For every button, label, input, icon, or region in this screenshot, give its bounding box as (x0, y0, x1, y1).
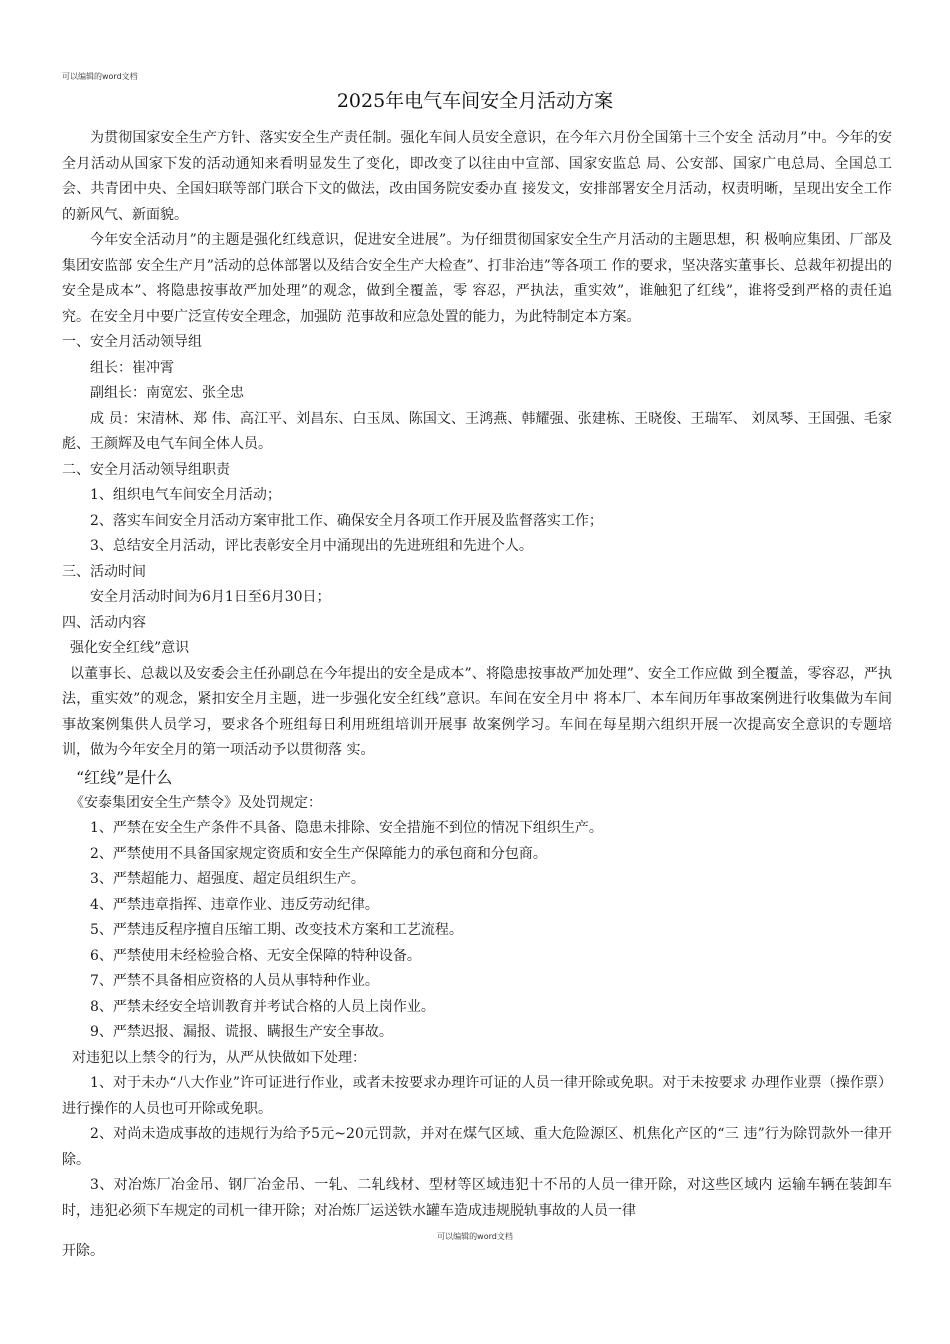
activity-time: 安全月活动时间为6月1日至6月30日； (90, 589, 331, 605)
prohibition-item: 3、严禁超能力、超强度、超定员组织生产。 (90, 871, 365, 887)
prohibition-item: 1、严禁在安全生产条件不具备、隐患未排除、安全措施不到位的情况下组织生产。 (90, 820, 603, 836)
redline-awareness-subheading: 强化安全红线”意识 (70, 640, 190, 656)
prohibition-item: 9、严禁迟报、漏报、谎报、瞒报生产安全事故。 (90, 1024, 393, 1040)
intro-paragraph-2: 今年安全活动月”的主题是强化红线意识，促进安全进展”。为仔细贯彻国家安全生产月活动的主题思想，积 极响应集团、厂部及集团安监部 安全生产月”活动的总体部署以及结合安全生产大检查”、打非治违”等各项工 作的要求，坚决落实董事长、总裁年初提出的安全是成本”、将隐患按事故严加处理”的观念，做到全覆盖，零 容忍，严执法，重实效”，谁触犯了红线”，谁将受到严格的责任追究。在安全月中要广泛宣传安全理念，加强防 范事故和应急处置的能力，为此特制定本方案。 (62, 232, 892, 325)
duty-item-1: 1、组织电气车间安全月活动； (90, 487, 281, 503)
prohibition-item: 6、严禁使用未经检验合格、无安全保障的特种设备。 (90, 947, 421, 964)
footer-note: 可以编辑的word文档 (437, 1232, 513, 1241)
duty-item-2: 2、落实车间安全月活动方案审批工作、确保安全月各项工作开展及监督落实工作； (90, 512, 603, 529)
regulation-title: 《安泰集团安全生产禁令》及处罚规定： (70, 794, 322, 811)
intro-paragraph-1: 为贯彻国家安全生产方针、落实安全生产责任制。强化车间人员安全意识，在今年六月份全国第十三个安全 活动月”中。今年的安全月活动从国家下发的活动通知来看明显发生了变化，即改变了以往由中宣部、国家安监总 局、公安部、国家广电总局、全国总工会、共青团中央、全国妇联等部门联合下文的做法，改由国务院安委办直 接发文，安排部署安全月活动，权责明晰，呈现出安全工作的新风气、新面貌。 (62, 130, 892, 223)
section-4-heading: 四、活动内容 (62, 614, 146, 631)
deputy-line: 副组长：南宽宏、张全忠 (90, 385, 244, 401)
header-note: 可以编辑的word文档 (62, 72, 138, 81)
prohibition-item: 7、严禁不具备相应资格的人员从事特种作业。 (90, 973, 379, 989)
leader-line: 组长：崔冲霄 (90, 359, 174, 376)
section-1-heading: 一、安全月活动领导组 (62, 334, 202, 350)
section-2-heading: 二、安全月活动领导组职责 (62, 461, 230, 478)
members-line: 成 员：宋清林、郑 伟、高江平、刘昌东、白玉凤、陈国文、王鸿燕、韩耀强、张建栋、王晓俊、王瑞军、 刘凤琴、王国强、毛家彪、王颜辉及电气车间全体人员。 (62, 410, 892, 452)
document-title: 2025年电气车间安全月活动方案 (336, 90, 614, 112)
section-3-heading: 三、活动时间 (62, 563, 146, 580)
tail-text: 开除。 (62, 1243, 104, 1259)
redline-heading: “红线”是什么 (76, 767, 173, 787)
duty-item-3: 3、总结安全月活动，评比表彰安全月中涌现出的先进班组和先进个人。 (90, 538, 533, 554)
penalty-item-2: 2、对尚未造成事故的违规行为给予5元~20元罚款，并对在煤气区域、重大危险源区、机焦化产区的“三 违”行为除罚款外一律开除。 (62, 1126, 892, 1168)
document-body (62, 126, 892, 1224)
penalty-intro: 对违犯以上禁令的行为，从严从快做如下处理： (72, 1049, 366, 1066)
redline-awareness-paragraph: 以董事长、总裁以及安委会主任孙副总在今年提出的安全是成本”、将隐患按事故严加处理”、安全工作应做 到全覆盖，零容忍，严执法，重实效”的观念，紧扣安全月主题，进一步强化安全红线”意识。车间在安全月中 将本厂、本车间历年事故案例进行收集做为车间事故案例集供人员学习，要求各个班组每日利用班组培训开展事 故案例学习。车间在每星期六组织开展一次提高安全意识的专题培训，做为今年安全月的第一项活动予以贯彻落 实。 (62, 665, 892, 758)
prohibition-item: 4、严禁违章指挥、违章作业、违反劳动纪律。 (90, 896, 379, 913)
prohibition-item: 5、严禁违反程序擅自压缩工期、改变技术方案和工艺流程。 (90, 922, 463, 938)
penalty-item-1: 1、对于未办“八大作业”许可证进行作业，或者未按要求办理许可证的人员一律开除或免职。对于未按要求 办理作业票（操作票）进行操作的人员也可开除或免职。 (62, 1075, 892, 1117)
penalty-item-3: 3、对冶炼厂冶金吊、钢厂冶金吊、一轧、二轧线材、型材等区域违犯十不吊的人员一律开除，对这些区域内 运输车辆在装卸车时，违犯必须下车规定的司机一律开除；对冶炼厂运送铁水罐车造成违规脱轨事故的人员一律 (62, 1177, 892, 1219)
prohibition-item: 8、严禁未经安全培训教育并考试合格的人员上岗作业。 (90, 998, 435, 1015)
prohibition-item: 2、严禁使用不具备国家规定资质和安全生产保障能力的承包商和分包商。 (90, 845, 547, 862)
